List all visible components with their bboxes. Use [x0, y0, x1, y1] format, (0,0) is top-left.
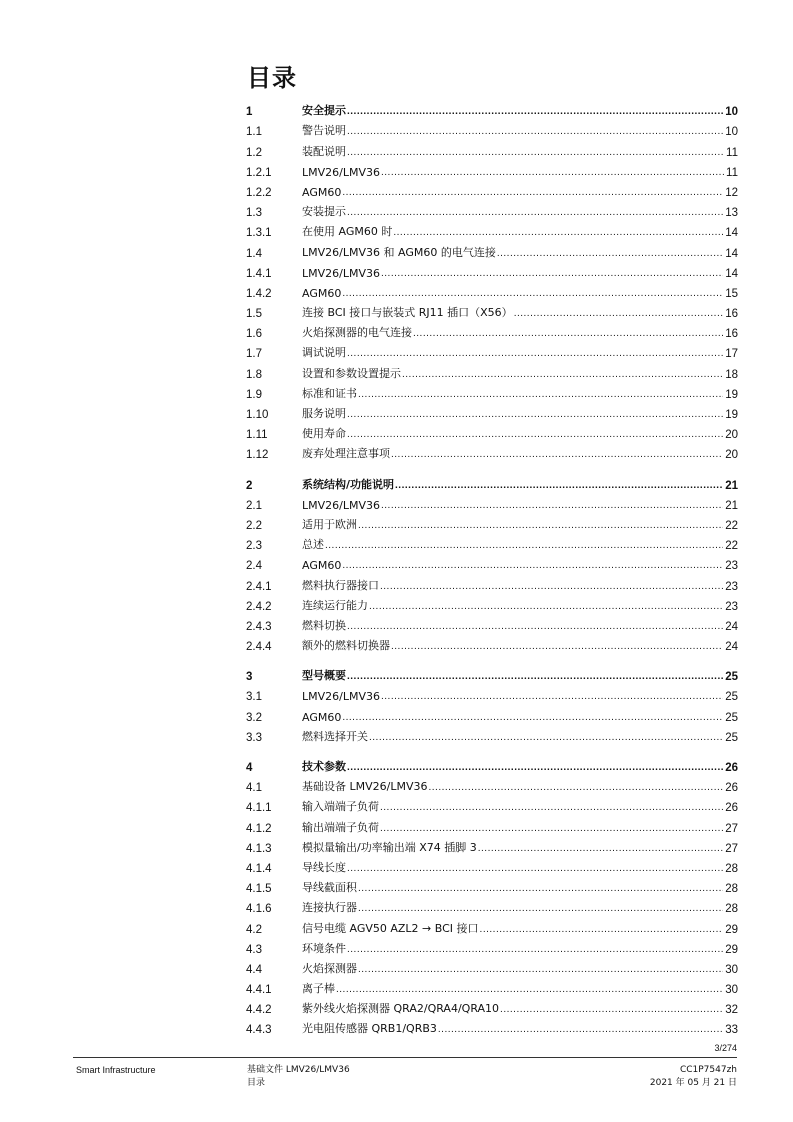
toc-entry-page: 24	[725, 620, 738, 633]
toc-entry-label: 连续运行能力	[302, 598, 368, 612]
toc-leader-dots	[480, 924, 724, 936]
toc-entry-page: 11	[726, 146, 738, 159]
toc-entry-label: 连接 BCI 接口与嵌装式 RJ11 插口（X56）	[302, 306, 513, 320]
toc-entry-page: 14	[725, 247, 738, 260]
toc-entry[interactable]	[246, 572, 738, 592]
toc-entry-number: 4.2	[246, 923, 262, 936]
toc-entry-number: 3.1	[246, 691, 262, 704]
toc-entry-label-wrap	[302, 536, 723, 552]
toc-entry-label-wrap	[302, 559, 723, 572]
toc-entry[interactable]	[246, 320, 738, 340]
toc-entry-label-wrap	[302, 405, 723, 421]
toc-entry-label: AGM60	[302, 710, 342, 724]
toc-leader-dots	[391, 449, 723, 461]
toc-entry-label-wrap	[302, 122, 723, 138]
toc-entry-page: 15	[725, 287, 738, 300]
toc-entry-label: 燃料选择开关	[302, 729, 368, 743]
toc-entry-page: 33	[725, 1024, 738, 1037]
toc-entry-page: 20	[725, 449, 738, 462]
toc-leader-dots	[381, 268, 723, 280]
toc-entry-label: LMV26/LMV36	[302, 165, 380, 179]
toc-entry-label-wrap	[302, 960, 723, 976]
toc-leader-dots	[347, 429, 723, 441]
toc-leader-dots	[347, 207, 723, 219]
toc-entry-label-wrap	[302, 711, 723, 724]
toc-entry-page: 23	[725, 580, 738, 593]
toc-leader-dots	[336, 984, 723, 996]
toc-entry-label: 导线长度	[302, 860, 346, 874]
toc-entry-page: 28	[725, 903, 738, 916]
toc-entry-page: 22	[725, 540, 738, 553]
toc-entry-label-wrap	[302, 859, 723, 875]
toc-entry-page: 25	[725, 731, 738, 744]
toc-entry-number: 2.2	[246, 519, 262, 532]
toc-entry-label: 警告说明	[302, 124, 346, 138]
toc-entry-page: 30	[725, 963, 738, 976]
toc-entry-number: 1.2	[246, 146, 262, 159]
toc-leader-dots	[342, 288, 723, 300]
toc-leader-dots	[393, 227, 723, 239]
toc-entry-label: 离子棒	[302, 982, 335, 996]
toc-entry-label: 废弃处理注意事项	[302, 447, 390, 461]
toc-entry-label-wrap	[302, 1000, 723, 1016]
footer-document	[247, 1064, 350, 1089]
toc-entry-page: 30	[725, 984, 738, 997]
toc-entry-page: 23	[725, 560, 738, 573]
toc-entry-label-wrap	[302, 879, 723, 895]
toc-entry-label-wrap	[302, 499, 723, 512]
toc-leader-dots	[380, 823, 723, 835]
toc-entry-page: 11	[726, 166, 738, 179]
toc-entry-label: LMV26/LMV36 和 AGM60 的电气连接	[302, 245, 496, 259]
toc-entry[interactable]	[246, 683, 738, 703]
toc-entry-number: 1.7	[246, 348, 262, 361]
toc-entry[interactable]	[246, 532, 738, 552]
toc-entry-number: 3.3	[246, 731, 262, 744]
toc-entry-page: 23	[725, 600, 738, 613]
toc-entry[interactable]	[246, 219, 738, 239]
toc-entry-label: 输入端端子负荷	[302, 800, 379, 814]
toc-entry-page: 26	[725, 762, 738, 774]
toc-leader-dots	[347, 762, 723, 774]
toc-entry-label: 火焰探测器	[302, 961, 357, 975]
toc-entry-label-wrap	[302, 667, 723, 683]
toc-entry-number: 1.8	[246, 368, 262, 381]
toc-leader-dots	[413, 328, 723, 340]
toc-leader-dots	[500, 1004, 723, 1016]
toc-entry-page: 19	[725, 388, 738, 401]
toc-entry-label: 总述	[302, 538, 324, 552]
toc-entry-number: 4.4.2	[246, 1004, 272, 1017]
toc-entry-label-wrap	[302, 186, 723, 199]
toc-entry-page: 27	[725, 822, 738, 835]
toc-entry-label: 信号电缆 AGV50 AZL2 → BCI 接口	[302, 921, 479, 935]
toc-entry-label-wrap	[302, 637, 723, 653]
toc-leader-dots	[395, 480, 723, 492]
toc-entry-page: 20	[725, 429, 738, 442]
toc-entry-label: 系统结构/功能说明	[302, 477, 395, 491]
toc-entry-label-wrap	[302, 980, 723, 996]
toc-entry-label-wrap	[302, 1020, 723, 1036]
toc-entry[interactable]	[246, 280, 738, 300]
toc-leader-dots	[347, 147, 724, 159]
toc-leader-dots	[381, 500, 723, 512]
toc-entry-number: 2.4.2	[246, 600, 272, 613]
toc-entry-page: 22	[725, 519, 738, 532]
toc-entry-label: 光电阻传感器 QRB1/QRB3	[302, 1022, 437, 1036]
toc-entry-number: 2.1	[246, 499, 262, 512]
toc-entry-number: 1.4.1	[246, 267, 272, 280]
toc-entry-label: 模拟量输出/功率输出端 X74 插脚 3	[302, 840, 477, 854]
toc-leader-dots	[438, 1024, 723, 1036]
toc-entry[interactable]	[246, 835, 738, 855]
toc-entry-number: 2.3	[246, 540, 262, 553]
toc-leader-dots	[381, 691, 723, 703]
toc-entry[interactable]	[246, 774, 738, 794]
toc-entry-page: 25	[725, 691, 738, 704]
toc-entry-label-wrap	[302, 445, 723, 461]
toc-leader-dots	[478, 843, 723, 855]
toc-entry-number: 2.4	[246, 560, 262, 573]
toc-entry-label: 燃料切换	[302, 618, 346, 632]
toc-entry-number: 1.4.2	[246, 287, 272, 300]
toc-entry[interactable]	[246, 138, 738, 158]
toc-entry[interactable]	[246, 199, 738, 219]
toc-entry-page: 21	[725, 479, 738, 492]
toc-section-entry[interactable]	[246, 471, 738, 491]
toc-entry-page: 21	[725, 499, 738, 512]
toc-entry-number: 1.6	[246, 328, 262, 341]
toc-entry-number: 2.4.1	[246, 580, 272, 593]
toc-entry-label-wrap	[302, 324, 723, 340]
toc-entry-number: 3	[246, 671, 253, 684]
toc-entry[interactable]	[246, 956, 738, 976]
toc-entry-label-wrap	[302, 267, 723, 280]
toc-leader-dots	[429, 782, 724, 794]
toc-entry-number: 4.4.3	[246, 1024, 272, 1037]
toc-entry-label: AGM60	[302, 286, 342, 300]
toc-entry-label-wrap	[302, 597, 723, 613]
toc-leader-dots	[347, 409, 723, 421]
toc-entry-number: 4.1.5	[246, 883, 272, 896]
toc-entry-number: 4.1.3	[246, 842, 272, 855]
toc-leader-dots	[347, 621, 723, 633]
toc-entry-label-wrap	[302, 920, 723, 936]
toc-leader-dots	[391, 641, 723, 653]
toc-entry[interactable]	[246, 855, 738, 875]
toc-entry-number: 4.1.2	[246, 822, 272, 835]
toc-entry[interactable]	[246, 703, 738, 723]
toc-entry-page: 28	[725, 883, 738, 896]
footer-doc-id: CC1P7547zh	[679, 1065, 737, 1075]
toc-entry-page: 19	[725, 409, 738, 421]
toc-section-entry[interactable]	[246, 663, 738, 683]
toc-entry-label: LMV26/LMV36	[302, 498, 380, 512]
toc-entry-number: 2	[246, 479, 253, 492]
toc-entry-label-wrap	[302, 516, 723, 532]
footer-company: Smart Infrastructure	[76, 1065, 156, 1075]
toc-entry-label: 设置和参数设置提示	[302, 366, 401, 380]
toc-entry[interactable]	[246, 340, 738, 360]
toc-entry-number: 4.1.1	[246, 802, 272, 815]
toc-entry-label: 调试说明	[302, 346, 346, 360]
toc-entry[interactable]	[246, 441, 738, 461]
toc-entry[interactable]	[246, 552, 738, 572]
toc-leader-dots	[342, 712, 723, 724]
toc-entry[interactable]	[246, 512, 738, 532]
toc-entry-label: 标准和证书	[302, 386, 357, 400]
toc-entry[interactable]	[246, 260, 738, 280]
toc-entry[interactable]	[246, 794, 738, 814]
toc-entry-page: 13	[725, 207, 738, 220]
toc-leader-dots	[497, 248, 723, 260]
toc-entry-number: 1.4	[246, 247, 262, 260]
toc-entry-label-wrap	[302, 899, 723, 915]
toc-entry-label: 服务说明	[302, 407, 346, 420]
toc-leader-dots	[380, 802, 723, 814]
toc-entry-label: 环境条件	[302, 941, 346, 955]
toc-entry-label-wrap	[302, 819, 723, 835]
toc-entry-label: 安全提示	[302, 104, 346, 118]
page-number: 3/274	[714, 1043, 737, 1053]
toc-entry-label: 额外的燃料切换器	[302, 639, 390, 653]
toc-leader-dots	[369, 732, 723, 744]
page-title: 目录	[247, 64, 297, 92]
toc-entry[interactable]	[246, 996, 738, 1016]
toc-entry-number: 4	[246, 762, 253, 774]
table-of-contents	[246, 98, 738, 1036]
toc-entry-page: 14	[725, 267, 738, 280]
toc-entry-label-wrap	[302, 476, 723, 492]
toc-leader-dots	[358, 883, 723, 895]
toc-entry-label-wrap	[302, 304, 723, 320]
toc-entry[interactable]	[246, 421, 738, 441]
toc-entry-number: 1.5	[246, 308, 262, 321]
toc-entry-page: 27	[725, 842, 738, 855]
toc-entry-label: 型号概要	[302, 669, 346, 683]
toc-entry-label: 在使用 AGM60 时	[302, 225, 393, 239]
toc-entry-label: LMV26/LMV36	[302, 690, 380, 704]
toc-entry-label-wrap	[302, 102, 723, 118]
toc-entry-number: 1.3.1	[246, 227, 272, 240]
toc-entry[interactable]	[246, 613, 738, 633]
toc-entry[interactable]	[246, 976, 738, 996]
toc-leader-dots	[381, 167, 724, 179]
toc-entry-number: 4.4.1	[246, 984, 272, 997]
toc-entry[interactable]	[246, 915, 738, 935]
toc-leader-dots	[347, 671, 723, 683]
toc-entry[interactable]	[246, 401, 738, 421]
toc-entry-page: 12	[725, 186, 738, 199]
toc-entry-number: 4.1	[246, 782, 262, 795]
toc-entry-number: 2.4.4	[246, 641, 272, 654]
toc-leader-dots	[347, 944, 723, 956]
toc-entry-label-wrap	[302, 577, 723, 593]
toc-entry-label: 紫外线火焰探测器 QRA2/QRA4/QRA10	[302, 1002, 500, 1016]
toc-entry-page: 24	[725, 641, 738, 654]
toc-entry-label: 使用寿命	[302, 427, 346, 441]
toc-entry-label: 输出端端子负荷	[302, 820, 379, 834]
toc-entry-label-wrap	[302, 798, 723, 814]
toc-entry-label: 适用于欧洲	[302, 517, 357, 531]
toc-entry[interactable]	[246, 875, 738, 895]
toc-leader-dots	[347, 863, 723, 875]
toc-leader-dots	[369, 601, 723, 613]
toc-entry-label: 燃料执行器接口	[302, 578, 379, 592]
toc-entry[interactable]	[246, 1016, 738, 1036]
toc-entry-page: 29	[725, 923, 738, 936]
toc-leader-dots	[342, 187, 723, 199]
footer-doc-section: 目录	[247, 1077, 266, 1088]
toc-entry-number: 2.4.3	[246, 620, 272, 633]
toc-entry-label: 导线截面积	[302, 881, 357, 895]
toc-entry-number: 1.9	[246, 388, 262, 401]
toc-entry[interactable]	[246, 492, 738, 512]
toc-leader-dots	[342, 560, 723, 572]
toc-entry-label-wrap	[302, 385, 723, 401]
toc-entry-label: AGM60	[302, 559, 342, 573]
toc-entry-label-wrap	[302, 166, 724, 179]
toc-entry-page: 14	[725, 227, 738, 240]
toc-entry-label-wrap	[302, 728, 723, 744]
toc-entry-number: 4.4	[246, 963, 262, 976]
toc-entry[interactable]	[246, 159, 738, 179]
toc-entry-number: 1	[246, 106, 253, 119]
toc-entry-page: 25	[725, 671, 738, 684]
toc-entry-label-wrap	[302, 244, 723, 260]
toc-entry-number: 1.12	[246, 449, 269, 462]
toc-entry-page: 26	[725, 782, 738, 795]
toc-entry-label-wrap	[302, 287, 723, 300]
footer-meta	[650, 1064, 737, 1089]
toc-entry-number: 4.3	[246, 943, 262, 956]
toc-entry[interactable]	[246, 300, 738, 320]
toc-entry-page: 28	[725, 862, 738, 875]
toc-entry[interactable]	[246, 239, 738, 259]
toc-entry-page: 17	[725, 348, 738, 361]
toc-entry-label-wrap	[302, 940, 723, 956]
toc-entry-number: 3.2	[246, 711, 262, 724]
toc-leader-dots	[358, 389, 723, 401]
toc-leader-dots	[514, 308, 724, 320]
toc-entry[interactable]	[246, 633, 738, 653]
toc-entry-page: 10	[725, 106, 738, 119]
toc-entry-label-wrap	[302, 758, 723, 774]
toc-entry-label-wrap	[302, 365, 723, 381]
toc-entry-number: 1.2.2	[246, 186, 272, 199]
footer-date: 2021 年 05 月 21 日	[649, 1077, 737, 1088]
toc-entry-label: 基础设备 LMV26/LMV36	[302, 780, 428, 794]
toc-entry[interactable]	[246, 118, 738, 138]
toc-entry-page: 25	[725, 711, 738, 724]
toc-leader-dots	[347, 106, 723, 118]
toc-leader-dots	[358, 903, 723, 915]
toc-leader-dots	[347, 348, 723, 360]
toc-entry-label: LMV26/LMV36	[302, 266, 380, 280]
toc-entry-label-wrap	[302, 344, 723, 360]
toc-entry-label: AGM60	[302, 185, 342, 199]
toc-entry-label-wrap	[302, 203, 723, 219]
toc-entry[interactable]	[246, 360, 738, 380]
toc-entry-page: 16	[725, 308, 738, 321]
toc-entry-page: 16	[725, 328, 738, 341]
toc-entry-number: 1.1	[246, 126, 262, 139]
toc-leader-dots	[325, 540, 723, 552]
footer-divider	[73, 1057, 737, 1058]
toc-entry-label: 连接执行器	[302, 901, 357, 915]
toc-entry-page: 26	[725, 802, 738, 815]
toc-leader-dots	[358, 964, 723, 976]
toc-entry[interactable]	[246, 724, 738, 744]
toc-entry-number: 1.3	[246, 207, 262, 220]
toc-entry[interactable]	[246, 895, 738, 915]
toc-entry-number: 1.2.1	[246, 166, 272, 179]
toc-section-entry[interactable]	[246, 754, 738, 774]
toc-entry-label-wrap	[302, 778, 723, 794]
toc-entry[interactable]	[246, 179, 738, 199]
toc-entry[interactable]	[246, 814, 738, 834]
toc-entry-label: 装配说明	[302, 144, 346, 158]
toc-entry-label-wrap	[302, 690, 723, 703]
toc-entry[interactable]	[246, 381, 738, 401]
toc-entry-number: 1.10	[246, 409, 269, 421]
toc-entry-page: 29	[725, 943, 738, 956]
toc-section-entry[interactable]	[246, 98, 738, 118]
toc-entry-label-wrap	[302, 223, 723, 239]
toc-entry-number: 4.1.6	[246, 903, 272, 916]
toc-entry-number: 4.1.4	[246, 862, 272, 875]
toc-entry-page: 10	[725, 126, 738, 139]
toc-leader-dots	[347, 126, 723, 138]
toc-leader-dots	[402, 369, 723, 381]
toc-entry-label-wrap	[302, 425, 723, 441]
toc-entry-label-wrap	[302, 617, 723, 633]
toc-entry-label-wrap	[302, 839, 723, 855]
toc-entry-label: 安装提示	[302, 205, 346, 219]
toc-leader-dots	[380, 581, 723, 593]
toc-entry-label: 技术参数	[302, 760, 346, 773]
toc-leader-dots	[358, 520, 723, 532]
toc-entry-label-wrap	[302, 143, 724, 159]
toc-entry-page: 32	[725, 1004, 738, 1017]
footer-doc-title: 基础文件 LMV26/LMV36	[247, 1065, 350, 1075]
toc-entry[interactable]	[246, 936, 738, 956]
toc-entry[interactable]	[246, 593, 738, 613]
toc-entry-label: 火焰探测器的电气连接	[302, 326, 412, 340]
toc-entry-page: 18	[725, 368, 738, 381]
toc-entry-number: 1.11	[246, 429, 268, 442]
